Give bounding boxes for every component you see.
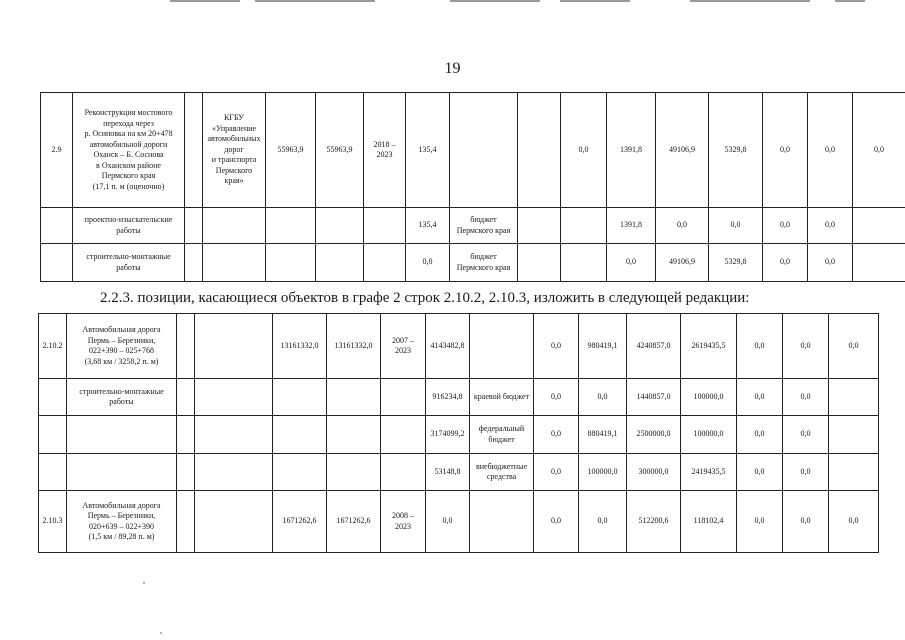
table-cell: 0,0 [829,314,879,379]
table-cell: 5329,8 [709,244,763,282]
table-cell [41,244,73,282]
table-cell: 0,0 [829,491,879,553]
table-cell [518,93,561,208]
table-cell: 1391,8 [607,93,656,208]
table-cell: 1391,8 [607,208,656,244]
table-cell [316,244,364,282]
table-cell [450,93,518,208]
table-cell [364,208,406,244]
table-cell [381,416,426,454]
table-row [41,93,905,208]
table-cell: 0,0 [763,208,808,244]
table-cell [177,416,195,454]
table-cell [195,454,273,491]
table-cell: 0,0 [737,314,783,379]
table-cell: проектно-изыскательские работы [73,208,185,244]
table-cell: 55963,9 [316,93,364,208]
table-cell: Автомобильная дорога Пермь – Березники, 022+390 – 025+768 (3,68 км / 3258,2 п. м) [67,314,177,379]
table-cell: 0,0 [808,208,853,244]
table-cell: внебюджетные средства [470,454,534,491]
table-cell: краевой бюджет [470,379,534,416]
scan-artifact [255,0,375,2]
table-cell: 916234,8 [426,379,470,416]
table-cell: 0,0 [737,416,783,454]
table-cell: 0,0 [561,93,607,208]
table-cell [853,244,905,282]
table-cell: 0,0 [853,93,905,208]
table-cell [518,244,561,282]
table-cell: федеральный бюджет [470,416,534,454]
table-cell [41,208,73,244]
table-cell: 0,0 [656,208,709,244]
table-cell: 3174099,2 [426,416,470,454]
table-cell [177,314,195,379]
table-cell: 0,0 [534,454,579,491]
table-cell: 2008 – 2023 [381,491,426,553]
table-cell: 135,4 [406,93,450,208]
table-cell [470,491,534,553]
table-row [39,454,879,491]
table-row [39,314,879,379]
table-cell: 2619435,5 [681,314,737,379]
table-row [41,208,905,244]
table-cell: 0,0 [763,244,808,282]
table-cell [273,416,327,454]
table-cell: 0,0 [783,454,829,491]
table-cell: 0,0 [783,379,829,416]
table-cell: 512200,6 [627,491,681,553]
scan-speck [143,582,145,584]
table-row [39,416,879,454]
table-cell [327,379,381,416]
table-cell: 0,0 [406,244,450,282]
table-cell [195,416,273,454]
table-cell: 0,0 [763,93,808,208]
table-row [39,379,879,416]
table-row [41,244,905,282]
table-cell [327,416,381,454]
table-cell [381,454,426,491]
table-cell: 0,0 [737,379,783,416]
table-cell: 0,0 [808,93,853,208]
table-cell: 13161332,0 [327,314,381,379]
table-cell [67,454,177,491]
table-cell [381,379,426,416]
table-cell [561,208,607,244]
table-cell: 0,0 [426,491,470,553]
table-cell: 135,4 [406,208,450,244]
table-cell [273,454,327,491]
table-cell [67,416,177,454]
table-cell [829,454,879,491]
table-cell [177,379,195,416]
table-cell: 2500000,0 [627,416,681,454]
table-cell [273,379,327,416]
table-cell [195,314,273,379]
table-cell [185,208,203,244]
table-cell: 100000,0 [681,416,737,454]
table-cell: 0,0 [534,379,579,416]
table-cell [39,454,67,491]
table-cell: 13161332,0 [273,314,327,379]
table-cell [195,379,273,416]
table-cell: 0,0 [783,491,829,553]
table-cell: 4143482,8 [426,314,470,379]
table-cell [266,208,316,244]
table-cell [39,416,67,454]
table-cell: 4240857,0 [627,314,681,379]
table-cell: 0,0 [534,314,579,379]
table-cell [185,244,203,282]
scan-artifact [450,0,540,2]
table-cell [829,379,879,416]
table-cell: строительно-монтажные работы [73,244,185,282]
table-cell [195,491,273,553]
table-cell: 55963,9 [266,93,316,208]
table-cell: 2018 – 2023 [364,93,406,208]
scan-speck [160,632,162,634]
table-cell [203,208,266,244]
table-cell: бюджет Пермского края [450,208,518,244]
table-cell: 2.10.2 [39,314,67,379]
table-cell: 100000,0 [681,379,737,416]
table-cell [853,208,905,244]
table-cell: 0,0 [534,491,579,553]
table-cell: 53148,8 [426,454,470,491]
table-cell [203,244,266,282]
table-cell: 5329,8 [709,93,763,208]
table-cell [266,244,316,282]
table-cell: 0,0 [783,314,829,379]
table-cell [470,314,534,379]
table-cell: строительно-монтажные работы [67,379,177,416]
table-cell: 0,0 [737,454,783,491]
table-cell: 0,0 [579,491,627,553]
table-cell: 2.9 [41,93,73,208]
table-cell: 0,0 [808,244,853,282]
table-cell: 0,0 [709,208,763,244]
table-cell: 1671262,6 [273,491,327,553]
table-cell: 0,0 [579,379,627,416]
table-cell: 1440857,0 [627,379,681,416]
table-cell: Автомобильная дорога Пермь – Березники, 020+639 – 022+390 (1,5 км / 89,28 п. м) [67,491,177,553]
scan-artifact [690,0,810,2]
table-cell [185,93,203,208]
scan-artifact [560,0,630,2]
table-cell [364,244,406,282]
table-cell: КГБУ «Управление автомобильных дорог и транспорта Пермского края» [203,93,266,208]
page-number: 19 [444,60,461,77]
table-cell: 100000,0 [579,454,627,491]
table-cell: 1671262,6 [327,491,381,553]
table-cell: 0,0 [737,491,783,553]
table-cell: 49106,9 [656,93,709,208]
table-row [39,491,879,553]
table-cell: 980419,1 [579,314,627,379]
table-cell: 2.10.3 [39,491,67,553]
table-cell [327,454,381,491]
scan-artifact [835,0,865,2]
program-table-lower [38,313,879,553]
table-cell: 2007 – 2023 [381,314,426,379]
scan-artifact [170,0,240,2]
table-cell [518,208,561,244]
table-cell [316,208,364,244]
program-table-upper [40,92,905,282]
table-cell: Реконструкция мостового перехода через р. Осиновка на км 20+478 автомобильной дороги Оханск – Б. Соснова в Оханском районе Пермского края (17,1 п. м (оценочно) [73,93,185,208]
table-cell: 300000,0 [627,454,681,491]
table-cell [177,454,195,491]
table-cell [39,379,67,416]
table-cell [177,491,195,553]
section-heading: 2.2.3. позиции, касающиеся объектов в графе 2 строк 2.10.2, 2.10.3, изложить в следующей редакции: [100,290,750,306]
table-cell [829,416,879,454]
table-cell: 880419,1 [579,416,627,454]
table-cell: 49106,9 [656,244,709,282]
table-cell: 0,0 [534,416,579,454]
table-cell: 2419435,5 [681,454,737,491]
table-cell [561,244,607,282]
table-cell: 118102,4 [681,491,737,553]
table-cell: 0,0 [607,244,656,282]
table-cell: бюджет Пермского края [450,244,518,282]
table-cell: 0,0 [783,416,829,454]
